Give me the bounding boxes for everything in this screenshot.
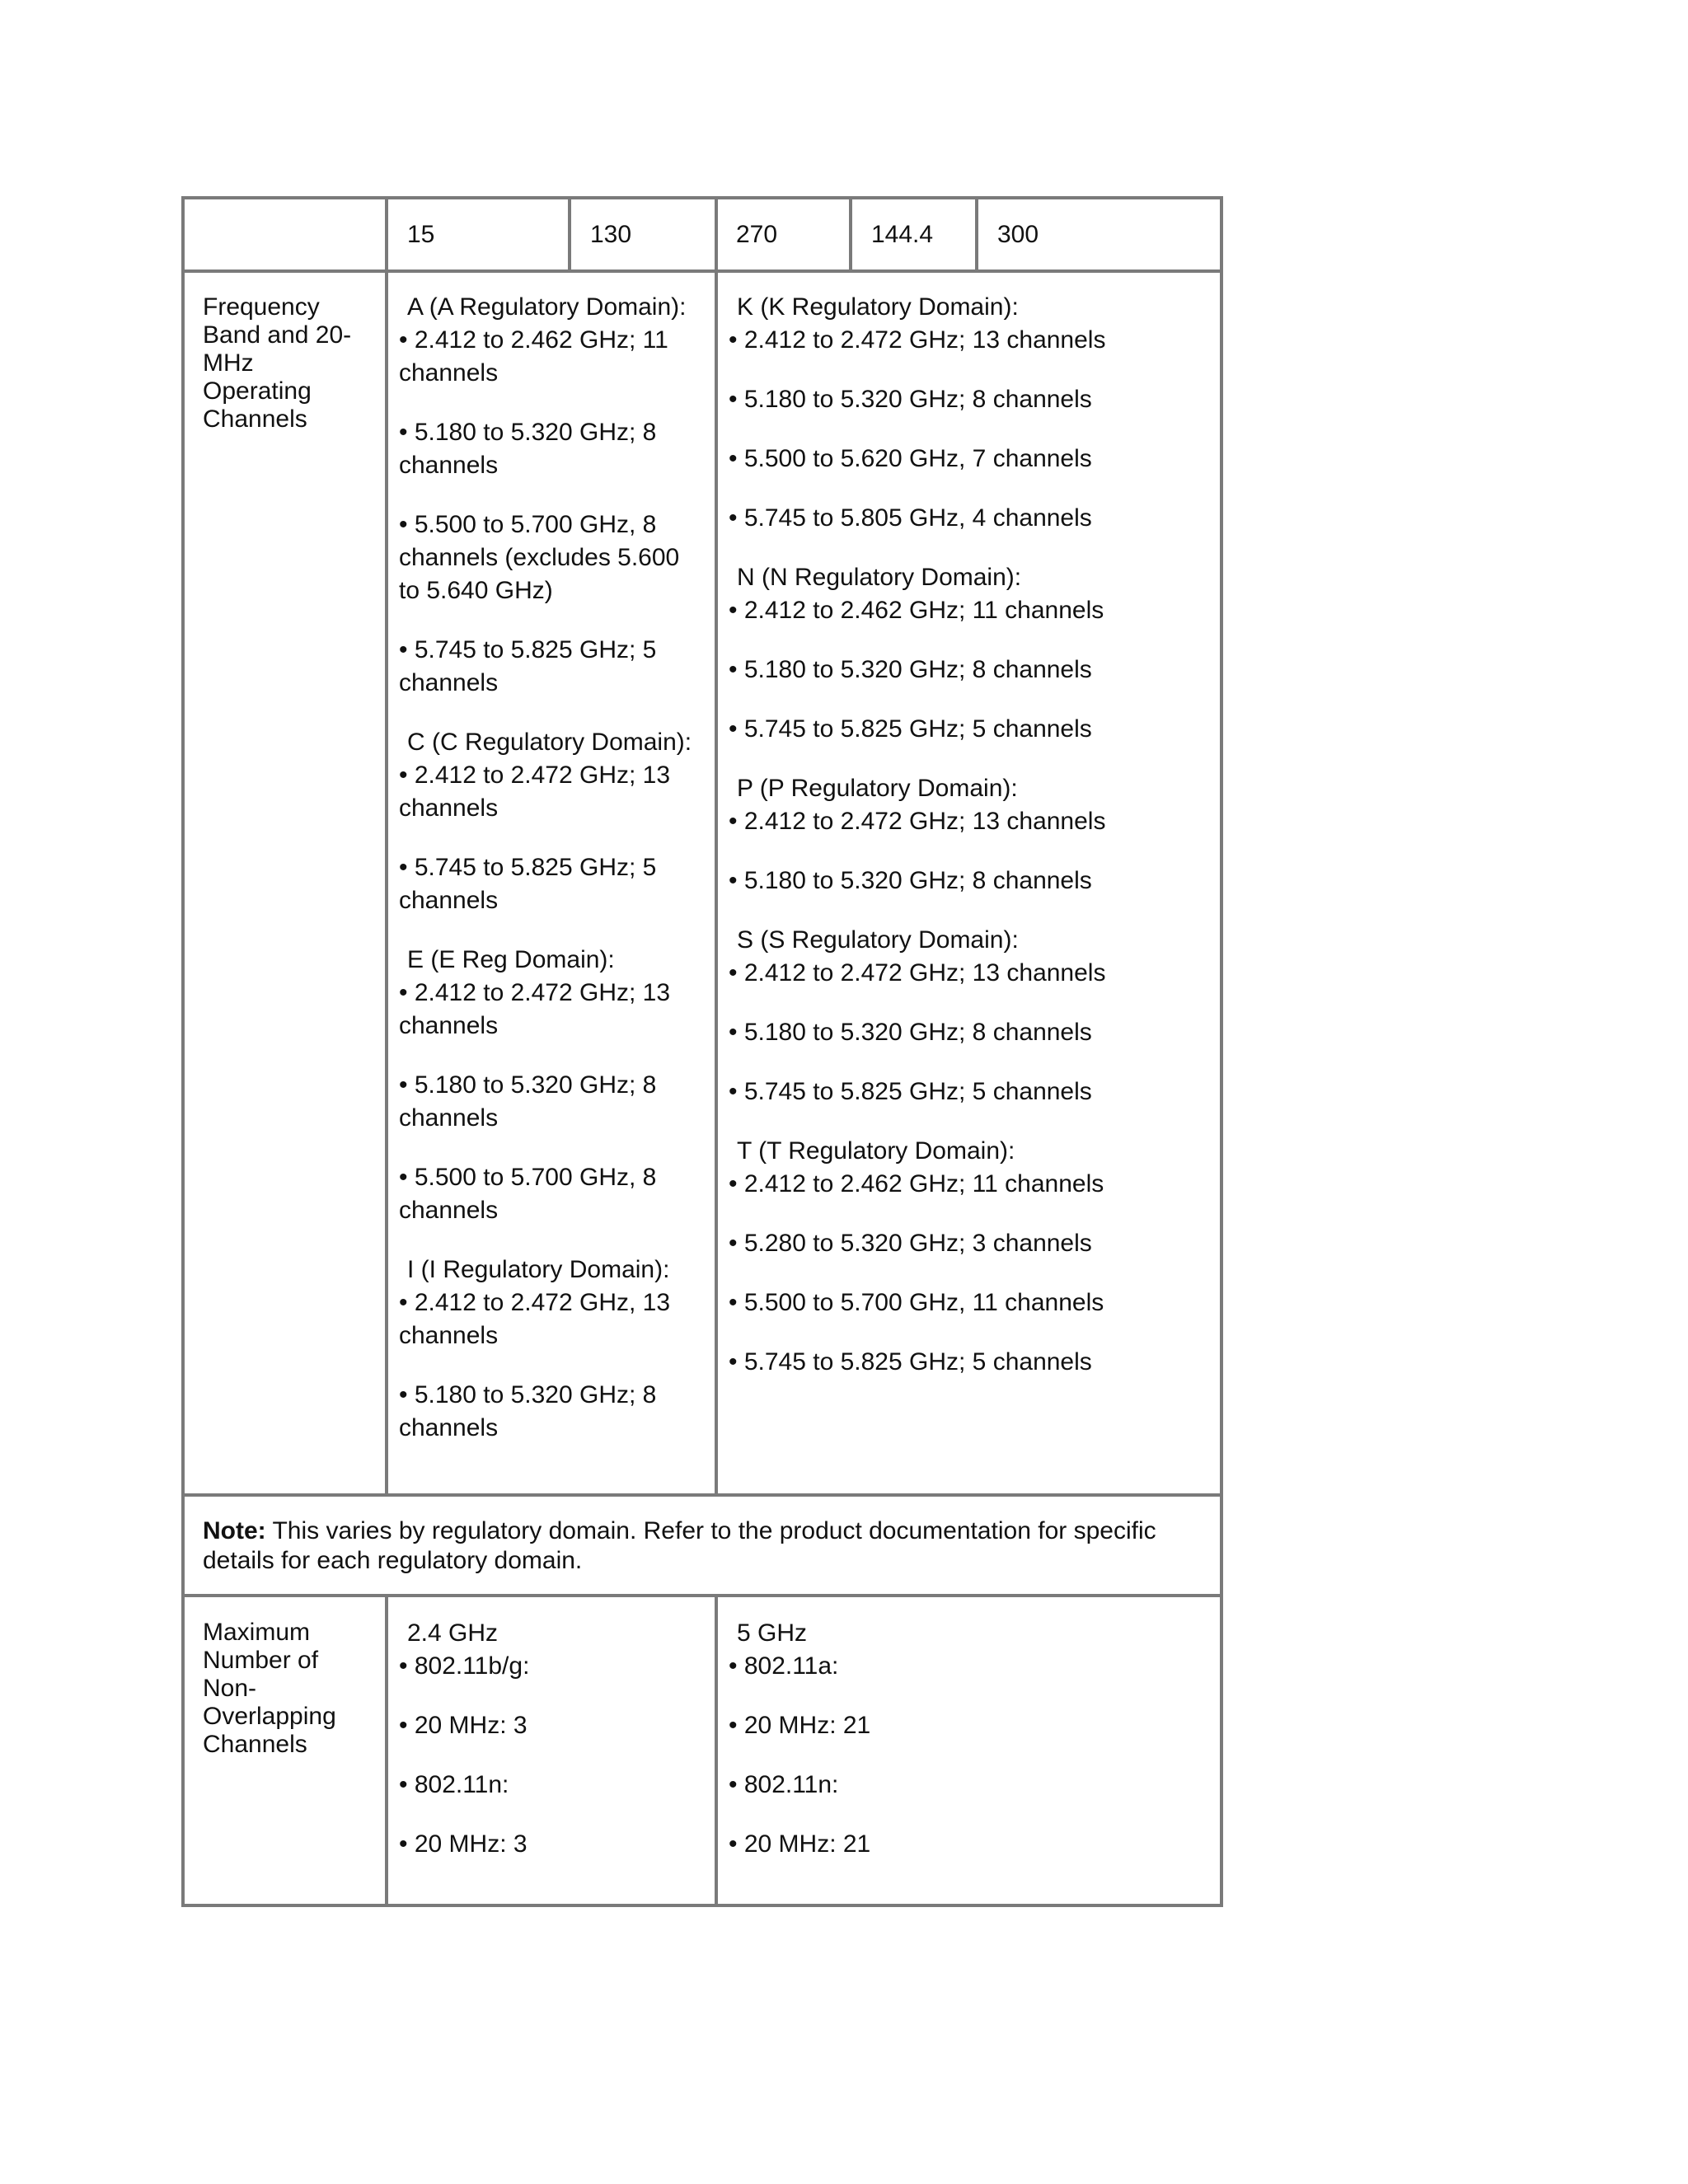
channel-count-item: • 20 MHz: 3 [399,1712,528,1739]
channel-item: • 5.745 to 5.805 GHz, 4 channels [729,504,1092,532]
channels-col-24ghz [399,1617,704,1861]
header-cell-3: 270 [736,221,778,248]
table-border-bottom [181,1904,1223,1907]
domain-n [729,561,1223,772]
channel-count-item: • 20 MHz: 3 [399,1830,528,1858]
channel-item: • 2.412 to 2.472 GHz, 13 channels [399,1289,671,1349]
channel-item: • 5.500 to 5.700 GHz, 11 channels [729,1289,1104,1316]
channel-count-item: • 802.11b/g: [399,1652,530,1680]
band-heading: 2.4 GHz [407,1619,499,1647]
domain-heading: S (S Regulatory Domain): [737,926,1019,954]
channel-item: • 2.412 to 2.472 GHz; 13 channels [399,762,671,822]
channel-item: • 5.745 to 5.825 GHz; 5 channels [729,715,1092,743]
channels-col-5ghz [729,1617,1223,1861]
table-row-divider [181,269,1223,273]
table-col-divider [975,196,978,273]
domain-t [729,1135,1223,1379]
table-col-divider [715,1594,718,1907]
channel-item: • 5.180 to 5.320 GHz; 8 channels [729,386,1092,413]
frequency-col-a [399,291,704,1445]
header-cell-5: 300 [997,221,1039,248]
frequency-col-k [729,291,1223,1379]
channel-item: • 5.180 to 5.320 GHz; 8 channels [729,656,1092,683]
channel-item: • 5.180 to 5.320 GHz; 8 channels [399,1071,657,1132]
domain-k [729,291,1223,561]
channel-item: • 5.500 to 5.700 GHz, 8 channels [399,1164,657,1224]
domain-c [399,726,704,944]
domain-heading: N (N Regulatory Domain): [737,564,1022,591]
channel-item: • 5.180 to 5.320 GHz; 8 channels [729,867,1092,894]
channel-item: • 5.500 to 5.620 GHz, 7 channels [729,445,1092,472]
band-heading: 5 GHz [737,1619,808,1647]
channel-count-item: • 802.11a: [729,1652,839,1680]
row-label-channels: Maximum Number of Non-Overlapping Channels [203,1619,336,1758]
domain-p [729,772,1223,924]
channel-item: • 2.412 to 2.462 GHz; 11 channels [399,326,668,387]
table-border-top [181,196,1223,199]
row-label-frequency: Frequency Band and 20-MHz Operating Channels [203,293,352,433]
channel-item: • 5.180 to 5.320 GHz; 8 channels [399,419,657,479]
channel-item: • 2.412 to 2.462 GHz; 11 channels [729,1170,1104,1197]
domain-s [729,924,1223,1135]
table-col-divider [715,196,718,1497]
channel-item: • 2.412 to 2.472 GHz; 13 channels [399,979,671,1039]
header-cell-2: 130 [590,221,632,248]
channel-item: • 5.745 to 5.825 GHz; 5 channels [729,1078,1092,1105]
channel-item: • 2.412 to 2.462 GHz; 11 channels [729,597,1104,624]
domain-i [399,1254,704,1445]
table-col-divider [385,1594,388,1907]
channel-item: • 5.745 to 5.825 GHz; 5 channels [399,636,657,696]
domain-heading: A (A Regulatory Domain): [407,293,687,321]
channel-item: • 5.180 to 5.320 GHz; 8 channels [399,1381,657,1441]
note-label: Note: [203,1517,266,1544]
header-cell-4: 144.4 [871,221,934,248]
channel-item: • 2.412 to 2.472 GHz; 13 channels [729,326,1106,354]
note-text [203,1516,1217,1576]
channel-item: • 5.745 to 5.825 GHz; 5 channels [399,854,657,914]
channel-item: • 5.500 to 5.700 GHz, 8 channels (excludes 5.600 to 5.640 GHz) [399,511,680,604]
domain-heading: E (E Reg Domain): [407,946,615,973]
channel-item: • 5.745 to 5.825 GHz; 5 channels [729,1348,1092,1376]
channel-item: • 2.412 to 2.472 GHz; 13 channels [729,808,1106,835]
channel-item: • 2.412 to 2.472 GHz; 13 channels [729,959,1106,987]
table-col-divider [849,196,852,273]
table-row-divider [181,1493,1223,1497]
domain-heading: K (K Regulatory Domain): [737,293,1019,321]
table-col-divider [385,196,388,1497]
channel-item: • 5.280 to 5.320 GHz; 3 channels [729,1230,1092,1257]
table-col-divider [568,196,571,273]
note-body: This varies by regulatory domain. Refer to the product documentation for specific details for each regulatory domain. [203,1517,1156,1574]
domain-heading: C (C Regulatory Domain): [407,729,692,756]
table-row-divider [181,1594,1223,1597]
channel-count-item: • 20 MHz: 21 [729,1712,871,1739]
table-border-left [181,196,185,1907]
channel-count-item: • 802.11n: [729,1771,839,1798]
domain-a [399,291,704,726]
domain-e [399,944,704,1254]
domain-heading: I (I Regulatory Domain): [407,1256,670,1283]
domain-heading: T (T Regulatory Domain): [737,1137,1015,1165]
channel-count-item: • 802.11n: [399,1771,509,1798]
channel-count-item: • 20 MHz: 21 [729,1830,871,1858]
header-cell-1: 15 [407,221,435,248]
domain-heading: P (P Regulatory Domain): [737,775,1018,802]
channel-item: • 5.180 to 5.320 GHz; 8 channels [729,1019,1092,1046]
